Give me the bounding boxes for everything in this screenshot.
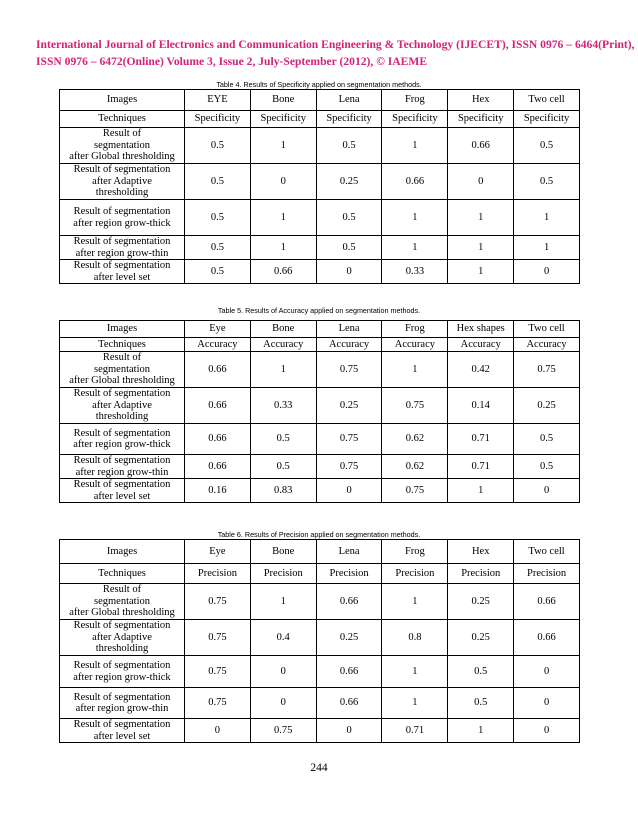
table-row [60,656,580,688]
value-cell: 0.5 [250,455,316,479]
column-header-cell: Accuracy [250,338,316,352]
value-cell: 0.75 [316,455,382,479]
value-cell: 0.66 [316,656,382,688]
technique-label-line: after Global thresholding [69,151,175,163]
value-cell: 0 [250,656,316,688]
column-header-cell: Frog [382,540,448,564]
value-cell: 0.66 [316,584,382,620]
accuracy-table [59,320,580,503]
table-5-caption: Table 5. Results of Accuracy applied on segmentation methods. [217,306,421,315]
value-cell: 0 [316,260,382,284]
value-cell: 1 [382,352,448,388]
value-cell: 0.66 [185,352,251,388]
value-cell: 0 [316,479,382,503]
value-cell: 0.5 [185,236,251,260]
column-header-cell: Specificity [448,111,514,128]
column-header-cell: Precision [250,564,316,584]
technique-label-line: thresholding [95,643,149,655]
value-cell: 0.33 [382,260,448,284]
technique-label-line: after region grow-thick [73,671,171,683]
value-cell: 0 [514,688,580,719]
value-cell: 0.66 [250,260,316,284]
technique-label-line: Result of [102,128,142,140]
column-header-cell: Hex [448,540,514,564]
value-cell: 0.83 [250,479,316,503]
technique-label-line: after Adaptive [92,631,152,643]
value-cell: 0 [514,260,580,284]
technique-label-line: Result of segmentation [73,719,171,730]
value-cell: 1 [514,200,580,236]
value-cell: 1 [448,236,514,260]
value-cell: 0.75 [382,479,448,503]
column-header-cell: Precision [185,564,251,584]
value-cell: 0.75 [316,424,382,455]
technique-label-cell [60,455,185,479]
value-cell: 0.75 [514,352,580,388]
column-header-cell: Accuracy [514,338,580,352]
row-header-cell: Techniques [60,338,185,352]
table-row [60,128,580,164]
value-cell: 0.33 [250,388,316,424]
column-header-cell: Eye [185,540,251,564]
technique-label-line: after Adaptive [92,399,152,411]
technique-label-line: after level set [93,271,151,283]
column-header-cell: Lena [316,540,382,564]
value-cell: 0.25 [316,620,382,656]
technique-label-cell [60,128,185,164]
row-header-cell: Images [60,540,185,564]
value-cell: 0.25 [316,164,382,200]
value-cell: 1 [250,128,316,164]
value-cell: 0 [514,479,580,503]
table-row [60,200,580,236]
value-cell: 0.5 [448,656,514,688]
technique-label-line: after level set [93,730,151,742]
value-cell: 0.8 [382,620,448,656]
value-cell: 0.62 [382,424,448,455]
value-cell: 1 [382,584,448,620]
technique-label-line: Result of segmentation [73,455,171,466]
value-cell: 0.5 [185,164,251,200]
column-header-cell: Lena [316,321,382,338]
technique-label-cell [60,656,185,688]
technique-label-line: segmentation [94,595,150,607]
value-cell: 0 [250,164,316,200]
table-row [60,584,580,620]
value-cell: 1 [382,236,448,260]
table-row [60,260,580,284]
column-header-cell: Precision [316,564,382,584]
value-cell: 1 [382,688,448,719]
technique-label-cell [60,479,185,503]
technique-label-cell [60,424,185,455]
column-header-cell: Two cell [514,90,580,111]
value-cell: 0.4 [250,620,316,656]
value-cell: 0.5 [185,128,251,164]
column-header-cell: Accuracy [382,338,448,352]
specificity-table [59,89,580,284]
value-cell: 0.75 [185,620,251,656]
table-row [60,620,580,656]
technique-label-line: Result of segmentation [73,479,171,490]
value-cell: 0.25 [316,388,382,424]
technique-label-line: Result of segmentation [73,620,171,632]
column-header-cell: Bone [250,540,316,564]
technique-label-line: Result of segmentation [73,660,171,671]
technique-label-line: after region grow-thin [75,247,169,259]
technique-label-line: after region grow-thin [75,466,169,478]
value-cell: 0.42 [448,352,514,388]
techniques-header-row [60,338,580,352]
value-cell: 0.5 [316,236,382,260]
value-cell: 0.5 [514,424,580,455]
value-cell: 0.66 [316,688,382,719]
table-6-caption: Table 6. Results of Precision applied on segmentation methods. [217,530,421,539]
technique-label-cell [60,719,185,743]
technique-label-line: after Adaptive [92,175,152,187]
table-row [60,719,580,743]
table-row [60,479,580,503]
value-cell: 0.5 [185,200,251,236]
value-cell: 0.5 [514,164,580,200]
value-cell: 0.75 [382,388,448,424]
value-cell: 1 [250,236,316,260]
value-cell: 0.71 [448,455,514,479]
value-cell: 0.5 [316,200,382,236]
value-cell: 0 [250,688,316,719]
value-cell: 0.66 [382,164,448,200]
value-cell: 1 [250,352,316,388]
column-header-cell: Two cell [514,540,580,564]
technique-label-line: after Global thresholding [69,375,175,387]
column-header-cell: EYE [185,90,251,111]
technique-label-line: Result of segmentation [73,260,171,271]
technique-label-cell [60,688,185,719]
value-cell: 0.5 [448,688,514,719]
column-header-cell: Bone [250,321,316,338]
value-cell: 1 [448,719,514,743]
value-cell: 0 [185,719,251,743]
technique-label-line: segmentation [94,139,150,151]
value-cell: 1 [250,200,316,236]
table-4-caption: Table 4. Results of Specificity applied on segmentation methods. [216,80,422,89]
row-header-cell: Techniques [60,111,185,128]
value-cell: 0.25 [514,388,580,424]
value-cell: 0.5 [250,424,316,455]
value-cell: 0.5 [185,260,251,284]
column-header-cell: Hex shapes [448,321,514,338]
column-header-cell: Bone [250,90,316,111]
value-cell: 0.62 [382,455,448,479]
technique-label-line: after region grow-thick [73,439,171,450]
table-row [60,388,580,424]
technique-label-line: Result of [102,584,142,596]
value-cell: 0.66 [185,388,251,424]
column-header-cell: Precision [448,564,514,584]
images-header-row [60,540,580,564]
row-header-cell: Images [60,321,185,338]
column-header-cell: Frog [382,90,448,111]
technique-label-line: Result of segmentation [73,236,171,247]
technique-label-line: segmentation [94,363,150,375]
row-header-cell: Images [60,90,185,111]
technique-label-line: thresholding [95,411,149,423]
technique-label-line: after level set [93,490,151,502]
column-header-cell: Eye [185,321,251,338]
technique-label-line: Result of segmentation [73,164,171,176]
table-row [60,424,580,455]
technique-label-line: Result of segmentation [73,388,171,400]
value-cell: 0 [514,656,580,688]
value-cell: 1 [448,479,514,503]
column-header-cell: Two cell [514,321,580,338]
value-cell: 0.66 [185,455,251,479]
value-cell: 0.25 [448,584,514,620]
value-cell: 0 [448,164,514,200]
value-cell: 0.75 [316,352,382,388]
value-cell: 1 [382,200,448,236]
journal-header-line-2: ISSN 0976 – 6472(Online) Volume 3, Issue 2, July-September (2012), © IAEME [36,55,428,68]
column-header-cell: Precision [514,564,580,584]
images-header-row [60,321,580,338]
column-header-cell: Specificity [250,111,316,128]
value-cell: 0.71 [382,719,448,743]
value-cell: 0 [514,719,580,743]
technique-label-cell [60,584,185,620]
value-cell: 0.66 [514,584,580,620]
technique-label-line: Result of segmentation [73,206,171,217]
value-cell: 0.75 [185,656,251,688]
value-cell: 0.75 [185,688,251,719]
technique-label-line: after region grow-thin [75,703,169,714]
column-header-cell: Accuracy [185,338,251,352]
column-header-cell: Specificity [514,111,580,128]
value-cell: 0.66 [514,620,580,656]
techniques-header-row [60,111,580,128]
value-cell: 0 [316,719,382,743]
technique-label-line: after region grow-thick [73,217,171,229]
column-header-cell: Specificity [316,111,382,128]
column-header-cell: Frog [382,321,448,338]
techniques-header-row [60,564,580,584]
technique-label-cell [60,260,185,284]
table-row [60,164,580,200]
value-cell: 0.16 [185,479,251,503]
table-row [60,236,580,260]
page-number: 244 [310,762,328,774]
images-header-row [60,90,580,111]
journal-header-line-1: International Journal of Electronics and Communication Engineering & Technology (IJECET), ISSN 0976 – 6464(Print), [36,38,635,51]
column-header-cell: Lena [316,90,382,111]
technique-label-cell [60,352,185,388]
technique-label-cell [60,388,185,424]
technique-label-cell [60,236,185,260]
technique-label-line: Result of [102,352,142,364]
column-header-cell: Accuracy [316,338,382,352]
value-cell: 1 [250,584,316,620]
journal-header [36,36,635,70]
column-header-cell: Hex [448,90,514,111]
value-cell: 0.5 [514,128,580,164]
value-cell: 1 [382,128,448,164]
technique-label-cell [60,164,185,200]
technique-label-line: Result of segmentation [73,691,171,703]
technique-label-cell [60,620,185,656]
technique-label-line: thresholding [95,187,149,199]
value-cell: 0.14 [448,388,514,424]
value-cell: 1 [448,200,514,236]
value-cell: 0.71 [448,424,514,455]
column-header-cell: Specificity [185,111,251,128]
value-cell: 0.5 [316,128,382,164]
technique-label-cell [60,200,185,236]
column-header-cell: Specificity [382,111,448,128]
value-cell: 0.75 [250,719,316,743]
value-cell: 0.5 [514,455,580,479]
value-cell: 1 [382,656,448,688]
value-cell: 1 [448,260,514,284]
column-header-cell: Precision [382,564,448,584]
value-cell: 1 [514,236,580,260]
value-cell: 0.75 [185,584,251,620]
column-header-cell: Accuracy [448,338,514,352]
precision-table [59,539,580,743]
table-row [60,352,580,388]
table-row [60,455,580,479]
value-cell: 0.66 [448,128,514,164]
table-row [60,688,580,719]
technique-label-line: Result of segmentation [73,427,171,439]
value-cell: 0.66 [185,424,251,455]
value-cell: 0.25 [448,620,514,656]
row-header-cell: Techniques [60,564,185,584]
technique-label-line: after Global thresholding [69,607,175,619]
